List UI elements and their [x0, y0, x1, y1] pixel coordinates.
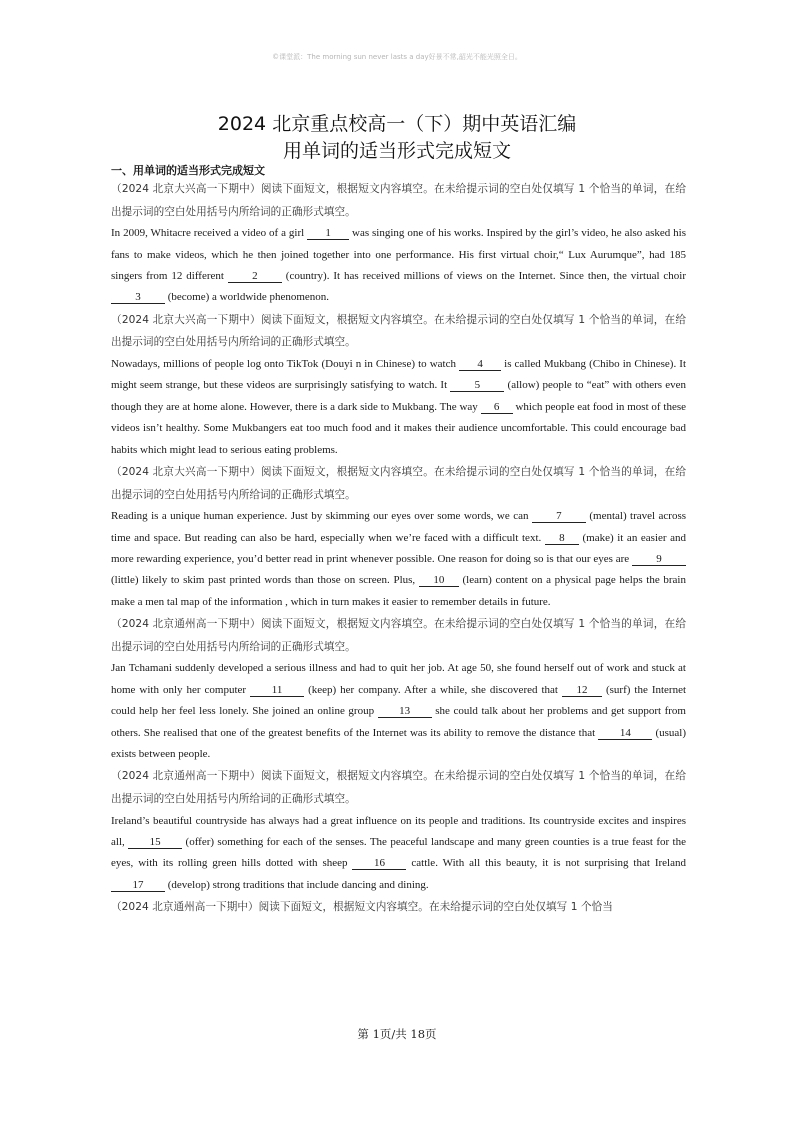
blank-15[interactable]: 15	[128, 836, 182, 849]
instruction-daxing-2: （2024 北京大兴高一下期中）阅读下面短文，根据短文内容填空。在未给提示词的空白处仅填写 1 个恰当的单词，在给出提示词的空白处用括号内所给词的正确形式填空。	[111, 313, 686, 349]
blank-5[interactable]: 5	[450, 379, 504, 392]
blank-9[interactable]: 9	[632, 553, 686, 566]
instruction-daxing-3: （2024 北京大兴高一下期中）阅读下面短文，根据短文内容填空。在未给提示词的空白处仅填写 1 个恰当的单词，在给出提示词的空白处用括号内所给词的正确形式填空。	[111, 466, 686, 501]
blank-16[interactable]: 16	[352, 857, 406, 870]
passage-3: Reading is a unique human experience. Just by skimming our eyes over some words, we can 7 (mental) travel across time and space. But reading can also be hard, especially when we’re faced with a difficult text. 8 (make) it an easier and more rewarding experience, you’d better read in print whenever possible. One reason for doing so is that our eyes are 9 (little) likely to skim past printed words than those on screen. Plus, 10 (learn) content on a physical page helps the brain make a men tal map of the information , which in turn makes it easier to remember details in future.	[111, 510, 687, 608]
instruction-tongzhou-3: （2024 北京通州高一下期中）阅读下面短文，根据短文内容填空。在未给提示词的空白处仅填写 1 个恰当	[111, 901, 613, 914]
blank-13[interactable]: 13	[378, 705, 432, 718]
section-heading: 一、用单词的适当形式完成短文	[111, 164, 265, 177]
passage-4: Jan Tchamani suddenly developed a serious illness and had to quit her job. At age 50, she found herself out of work and stuck at home with only her computer 11 (keep) her company. After a while, she discovered that 12 (surf) the Internet could help her feel less lonely. She joined an online group 13 she could talk about her problems and get support from others. She realised that one of the greatest benefits of the Internet was its ability to remove the distance that 14 (usual) exists between people.	[111, 662, 687, 761]
watermark-text: ©课堂派：The morning sun never lasts a day好景不常,韶光不能光照全日。	[272, 53, 522, 61]
instruction-daxing-1: （2024 北京大兴高一下期中）阅读下面短文，根据短文内容填空。在未给提示词的空白处仅填写 1 个恰当的单词，在给出提示词的空白处用括号内所给词的正确形式填空。	[111, 183, 686, 218]
blank-6[interactable]: 6	[481, 401, 513, 414]
passage-1: In 2009, Whitacre received a video of a girl 1 was singing one of his works. Inspired by the girl’s video, he also asked his fans to make videos, which he then joined together into one performance. His first virtual choir,“ Lux Aurumque”, had 185 singers from 12 different 2 (country). It has received millions of views on the Internet. Since then, the virtual choir 3 (become) a worldwide phenomenon.	[111, 227, 687, 304]
document-title: 2024 北京重点校高一（下）期中英语汇编	[217, 113, 577, 135]
blank-12[interactable]: 12	[562, 684, 602, 697]
passage-2: Nowadays, millions of people log onto TikTok (Douyi n in Chinese) to watch 4 is called Mukbang (Chibo in Chinese). It might seem strange, but these videos are surprisingly satisfying to watch. It 5 (allow) people to “eat” with others even though they are at home alone. However, there is a dark side to Mukbang. The way 6 which people eat food in most of these videos isn’t healthy. Some Mukbangers eat too much food and it makes their audience uncomfortable. This could encourage bad habits which might lead to serious eating problems.	[111, 358, 687, 456]
blank-17[interactable]: 17	[111, 879, 165, 892]
blank-2[interactable]: 2	[228, 270, 282, 283]
passage-5: Ireland’s beautiful countryside has always had a great influence on its people and traditions. Its countryside excites and inspires all, 15 (offer) something for each of the senses. The peaceful landscape and many green counties is a true feast for the eyes, with its rolling green hills dotted with sheep 16 cattle. With all this beauty, it is not surprising that Ireland 17 (develop) strong traditions that include dancing and dining.	[111, 814, 686, 891]
instruction-tongzhou-1: （2024 北京通州高一下期中）阅读下面短文，根据短文内容填空。在未给提示词的空白处仅填写 1 个恰当的单词，在给出提示词的空白处用括号内所给词的正确形式填空。	[111, 618, 686, 653]
document-subtitle: 用单词的适当形式完成短文	[282, 140, 511, 162]
blank-4[interactable]: 4	[459, 358, 501, 371]
blank-1[interactable]: 1	[307, 227, 349, 240]
blank-8[interactable]: 8	[545, 532, 579, 545]
page-number: 第 1页/共 18页	[357, 1027, 437, 1041]
blank-10[interactable]: 10	[419, 574, 459, 587]
document-body	[111, 164, 686, 919]
blank-14[interactable]: 14	[598, 727, 652, 740]
instruction-tongzhou-2: （2024 北京通州高一下期中）阅读下面短文，根据短文内容填空。在未给提示词的空白处仅填写 1 个恰当的单词，在给出提示词的空白处用括号内所给词的正确形式填空。	[111, 770, 686, 806]
blank-7[interactable]: 7	[532, 510, 586, 523]
blank-11[interactable]: 11	[250, 684, 304, 697]
blank-3[interactable]: 3	[111, 291, 165, 304]
